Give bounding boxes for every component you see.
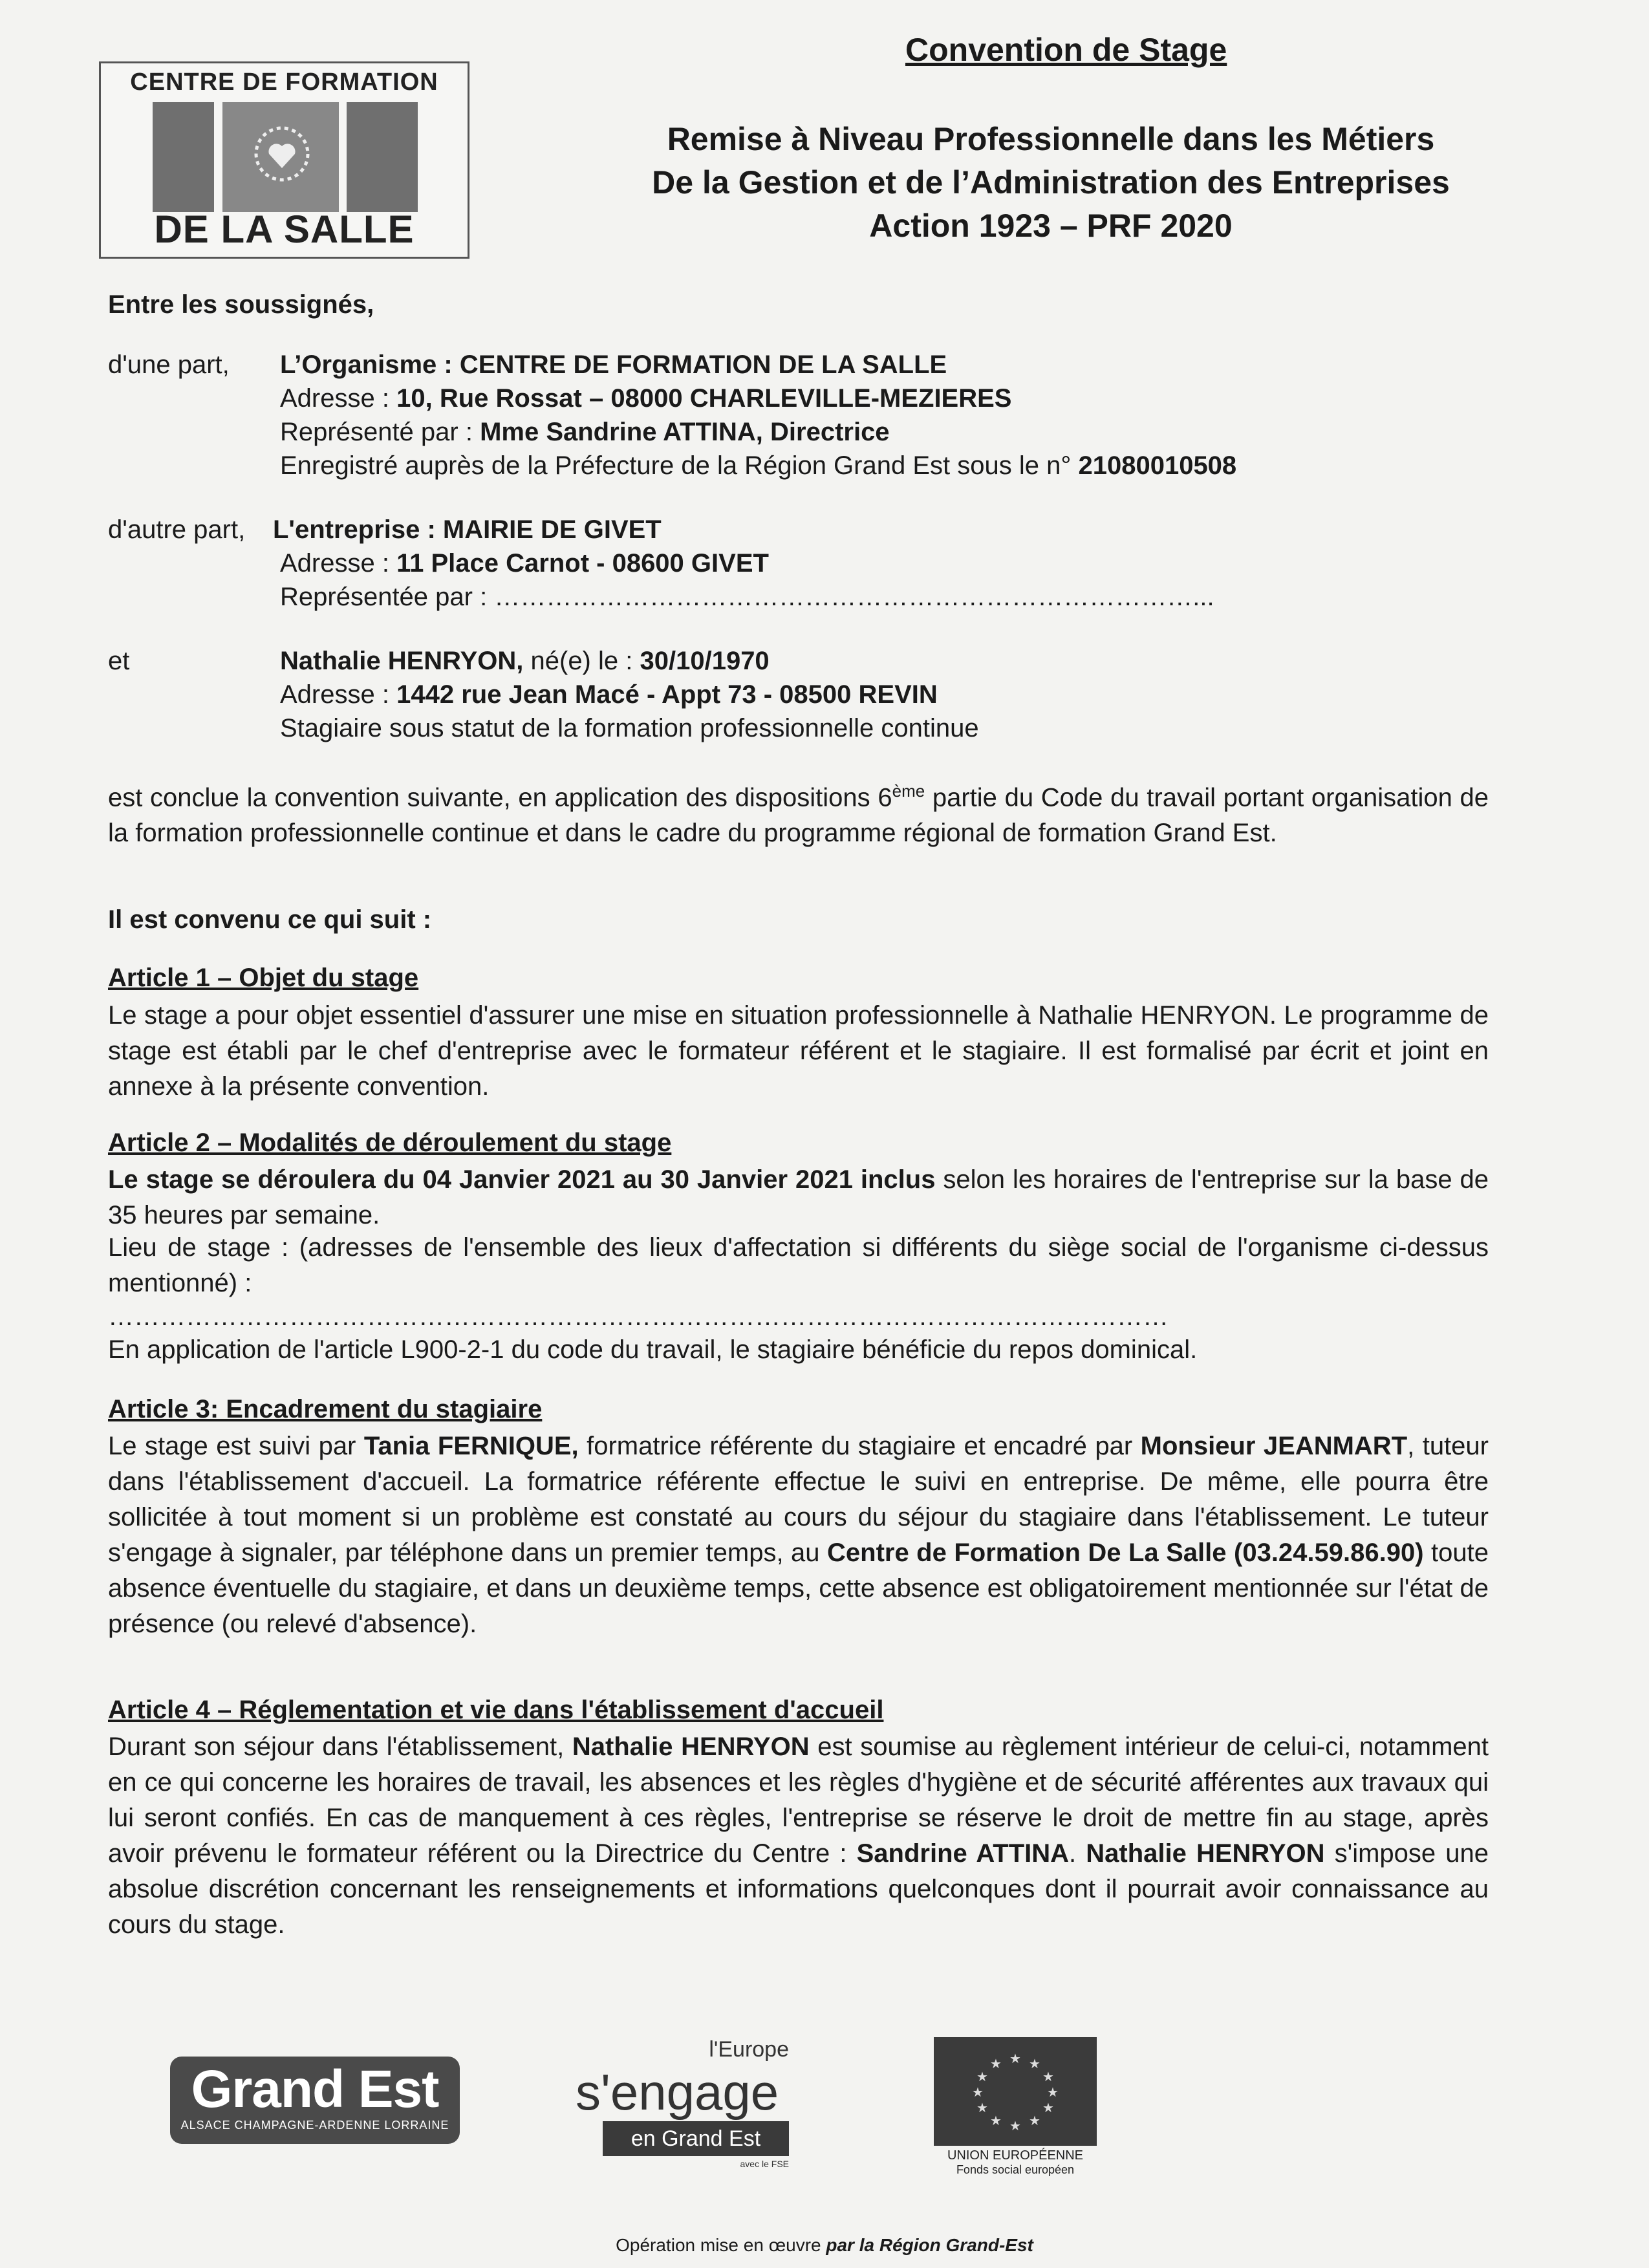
- trainee-status: Stagiaire sous statut de la formation professionnelle continue: [280, 714, 979, 742]
- subtitle-line: Remise à Niveau Professionnelle dans les Métiers: [667, 121, 1435, 157]
- svg-text:★: ★: [990, 2056, 1002, 2071]
- org-registration: Enregistré auprès de la Préfecture de la Région Grand Est sous le n° 21080010508: [280, 451, 1237, 480]
- org-address: Adresse : 10, Rue Rossat – 08000 CHARLEVILLE-MEZIERES: [280, 384, 1012, 413]
- eu-flag-logo: ★ ★ ★ ★ ★ ★ ★ ★ ★ ★ ★ ★ UNION EUROPÉENNE Fonds social européen: [931, 2037, 1099, 2173]
- trainee-line: Nathalie HENRYON, né(e) le : 30/10/1970: [280, 647, 770, 675]
- europe-engage-logo: l'Europe s'engage en Grand Est avec le FSE: [576, 2037, 789, 2169]
- trainee-prefix: et: [108, 647, 130, 675]
- svg-text:★: ★: [976, 2100, 988, 2115]
- company-prefix: d'autre part,: [108, 515, 246, 544]
- document-subtitle: [582, 118, 1520, 248]
- org-name: CENTRE DE FORMATION DE LA SALLE: [459, 351, 947, 379]
- subtitle-line: De la Gestion et de l’Administration des Entreprises: [652, 164, 1450, 200]
- svg-text:★: ★: [1029, 2113, 1040, 2128]
- article-4-heading: Article 4 – Réglementation et vie dans l'établissement d'accueil: [108, 1696, 884, 1724]
- article-4-text: Durant son séjour dans l'établissement, Nathalie HENRYON est soumise au règlement intérieur de celui-ci, notamment en ce qui concerne les horaires de travail, les absences et les règles d'hygiène et de sécurité afférentes aux travaux qui lui seront confiés. En cas de manquement à ces règles, l'entreprise se réserve le droit de mettre fin au stage, après avoir prévenu le formateur référent ou la Directrice du Centre : Sandrine ATTINA. Nathalie HENRYON s'impose une absolue discrétion concernant les renseignements et informations quelconques dont il pourrait avoir connaissance au cours du stage.: [108, 1733, 1489, 1939]
- article-1-heading: Article 1 – Objet du stage: [108, 964, 419, 992]
- company-line: L'entreprise : MAIRIE DE GIVET: [273, 515, 662, 544]
- centre-logo: [99, 61, 469, 259]
- article-2-repos: En application de l'article L900-2-1 du code du travail, le stagiaire bénéficie du repos dominical.: [108, 1335, 1198, 1364]
- document-title: Convention de Stage: [905, 32, 1227, 68]
- org-representative: Représenté par : Mme Sandrine ATTINA, Directrice: [280, 418, 890, 446]
- grand-est-logo: Grand Est ALSACE CHAMPAGNE-ARDENNE LORRAINE: [170, 2057, 460, 2144]
- svg-text:★: ★: [1042, 2069, 1054, 2084]
- agreed-heading: Il est convenu ce qui suit :: [108, 905, 432, 934]
- svg-text:★: ★: [976, 2069, 988, 2084]
- svg-text:★: ★: [1047, 2084, 1059, 2100]
- logo-top-text: CENTRE DE FORMATION: [130, 69, 438, 96]
- svg-text:★: ★: [1009, 2118, 1021, 2133]
- org-prefix: d'une part,: [108, 351, 230, 379]
- parties-intro: Entre les soussignés,: [108, 290, 374, 319]
- svg-text:★: ★: [990, 2113, 1002, 2128]
- article-3-heading: Article 3: Encadrement du stagiaire: [108, 1395, 543, 1423]
- subtitle-line: Action 1923 – PRF 2020: [869, 208, 1233, 244]
- svg-text:★: ★: [1042, 2100, 1054, 2115]
- preamble: est conclue la convention suivante, en application des dispositions 6ème partie du Code du travail portant organisation de la formation professionnelle continue et dans le cadre du programme régional de formation Grand Est.: [108, 781, 1489, 848]
- logo-mark-icon: [153, 102, 418, 212]
- svg-text:★: ★: [1009, 2051, 1021, 2066]
- trainee-address: Adresse : 1442 rue Jean Macé - Appt 73 - 08500 REVIN: [280, 680, 938, 709]
- eu-flag-icon: [934, 2037, 1097, 2146]
- logo-bottom-text: DE LA SALLE: [154, 208, 415, 251]
- operation-credit: Opération mise en œuvre par la Région Grand-Est: [616, 2235, 1033, 2255]
- article-1-text: Le stage a pour objet essentiel d'assurer une mise en situation professionnelle à Nathalie HENRYON. Le programme de stage est établi par le chef d'entreprise avec le formateur référent et le stagiaire. Il est formalisé par écrit et joint en annexe à la présente convention.: [108, 1001, 1489, 1101]
- svg-text:★: ★: [972, 2084, 984, 2100]
- article-2-heading: Article 2 – Modalités de déroulement du stage: [108, 1129, 672, 1157]
- article-3-text: Le stage est suivi par Tania FERNIQUE, formatrice référente du stagiaire et encadré par Monsieur JEANMART, tuteur dans l'établissement d'accueil. La formatrice référente effectue le suivi en entreprise. De même, elle pourra être sollicitée à tout moment si un problème est constaté au cours du séjour du stagiaire dans l'établissement. Le tuteur s'engage à signaler, par téléphone dans un premier temps, au Centre de Formation De La Salle (03.24.59.86.90) toute absence éventuelle du stagiaire, et dans un deuxième temps, cette absence est obligatoirement mentionnée sur l'état de présence (ou relevé d'absence).: [108, 1432, 1489, 1638]
- article-2-dots: ……………………………………………………………………………………………………………: [108, 1302, 1169, 1331]
- company-address: Adresse : 11 Place Carnot - 08600 GIVET: [280, 549, 769, 578]
- svg-text:★: ★: [1029, 2056, 1040, 2071]
- article-2-dates: Le stage se déroulera du 04 Janvier 2021 au 30 Janvier 2021 inclus selon les horaires de l'entreprise sur la base de 35 heures par semaine.: [108, 1165, 1489, 1229]
- article-2-place: Lieu de stage : (adresses de l'ensemble des lieux d'affectation si différents du siège social de l'organisme ci-dessus mentionné) :: [108, 1233, 1489, 1297]
- org-line: L’Organisme : CENTRE DE FORMATION DE LA SALLE: [280, 351, 947, 379]
- company-representative: Représentée par : ………………………………………………………………………...: [280, 583, 1214, 611]
- company-name: MAIRIE DE GIVET: [442, 515, 662, 544]
